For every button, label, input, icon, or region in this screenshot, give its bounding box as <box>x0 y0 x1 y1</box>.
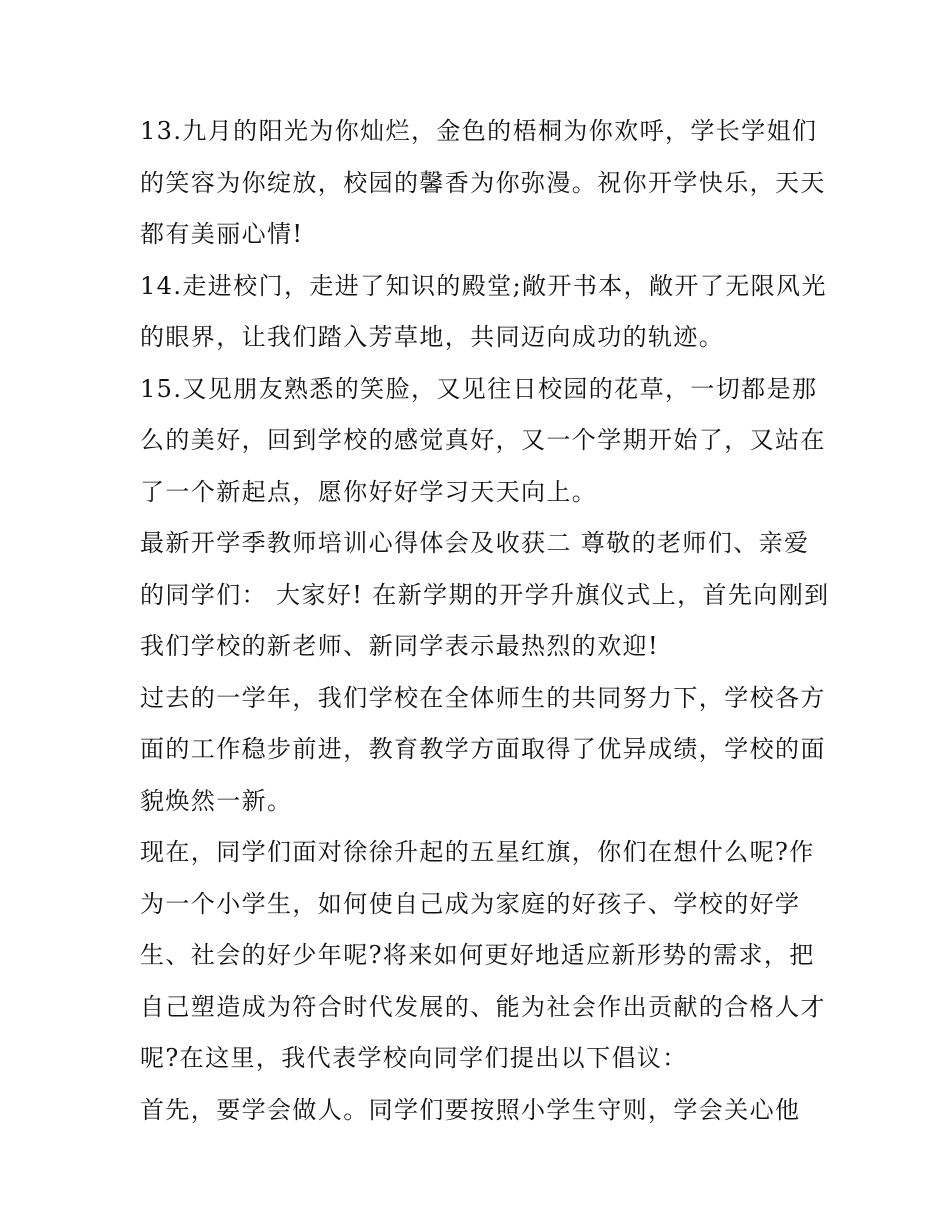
paragraph-14 <box>140 261 830 364</box>
text-line: 的同学们： 大家好! 在新学期的开学升旗仪式上，首先向刚到 <box>140 580 830 609</box>
text-line: 么的美好，回到学校的感觉真好，又一个学期开始了，又站在 <box>140 426 826 454</box>
text-line: 的笑容为你绽放，校园的馨香为你弥漫。祝你开学快乐，天天 <box>140 168 826 197</box>
text-line: 的眼界，让我们踏入芳草地，共同迈向成功的轨迹。 <box>140 323 725 351</box>
text-line: 貌焕然一新。 <box>140 786 293 815</box>
text-line: 13.九月的阳光为你灿烂，金色的梧桐为你欢呼，学长学姐们 <box>140 117 818 145</box>
text-line: 面的工作稳步前进，教育教学方面取得了优异成绩，学校的面 <box>140 735 826 763</box>
paragraph-15 <box>140 364 830 519</box>
paragraph-now <box>140 827 830 1085</box>
document-body <box>140 106 830 1136</box>
text-line: 我们学校的新老师、新同学表示最热烈的欢迎! <box>140 632 660 660</box>
paragraph-first <box>140 1085 830 1137</box>
text-line: 过去的一学年，我们学校在全体师生的共同努力下，学校各方 <box>140 683 826 712</box>
text-line: 为一个小学生，如何使自己成为家庭的好孩子、学校的好学 <box>140 889 801 918</box>
text-line: 都有美丽心情! <box>140 220 304 248</box>
paragraph-13 <box>140 106 830 261</box>
paragraph-past-year <box>140 673 830 828</box>
text-line: 首先，要学会做人。同学们要按照小学生守则，学会关心他 <box>140 1095 801 1124</box>
text-line: 现在，同学们面对徐徐升起的五星红旗，你们在想什么呢?作 <box>140 838 815 866</box>
text-line: 自己塑造成为符合时代发展的、能为社会作出贡献的合格人才 <box>140 992 826 1021</box>
paragraph-speech-greeting <box>140 518 830 673</box>
text-line: 呢?在这里，我代表学校向同学们提出以下倡议： <box>140 1044 688 1072</box>
text-line: 15.又见朋友熟悉的笑脸，又见往日校园的花草，一切都是那 <box>140 374 818 403</box>
text-line: 14.走进校门，走进了知识的殿堂;敞开书本，敞开了无限风光 <box>140 271 827 300</box>
text-line: 生、社会的好少年呢?将来如何更好地适应新形势的需求，把 <box>140 941 815 969</box>
text-line: 最新开学季教师培训心得体会及收获二 尊敬的老师们、亲爱 <box>140 529 810 557</box>
text-line: 了一个新起点，愿你好好学习天天向上。 <box>140 477 598 506</box>
